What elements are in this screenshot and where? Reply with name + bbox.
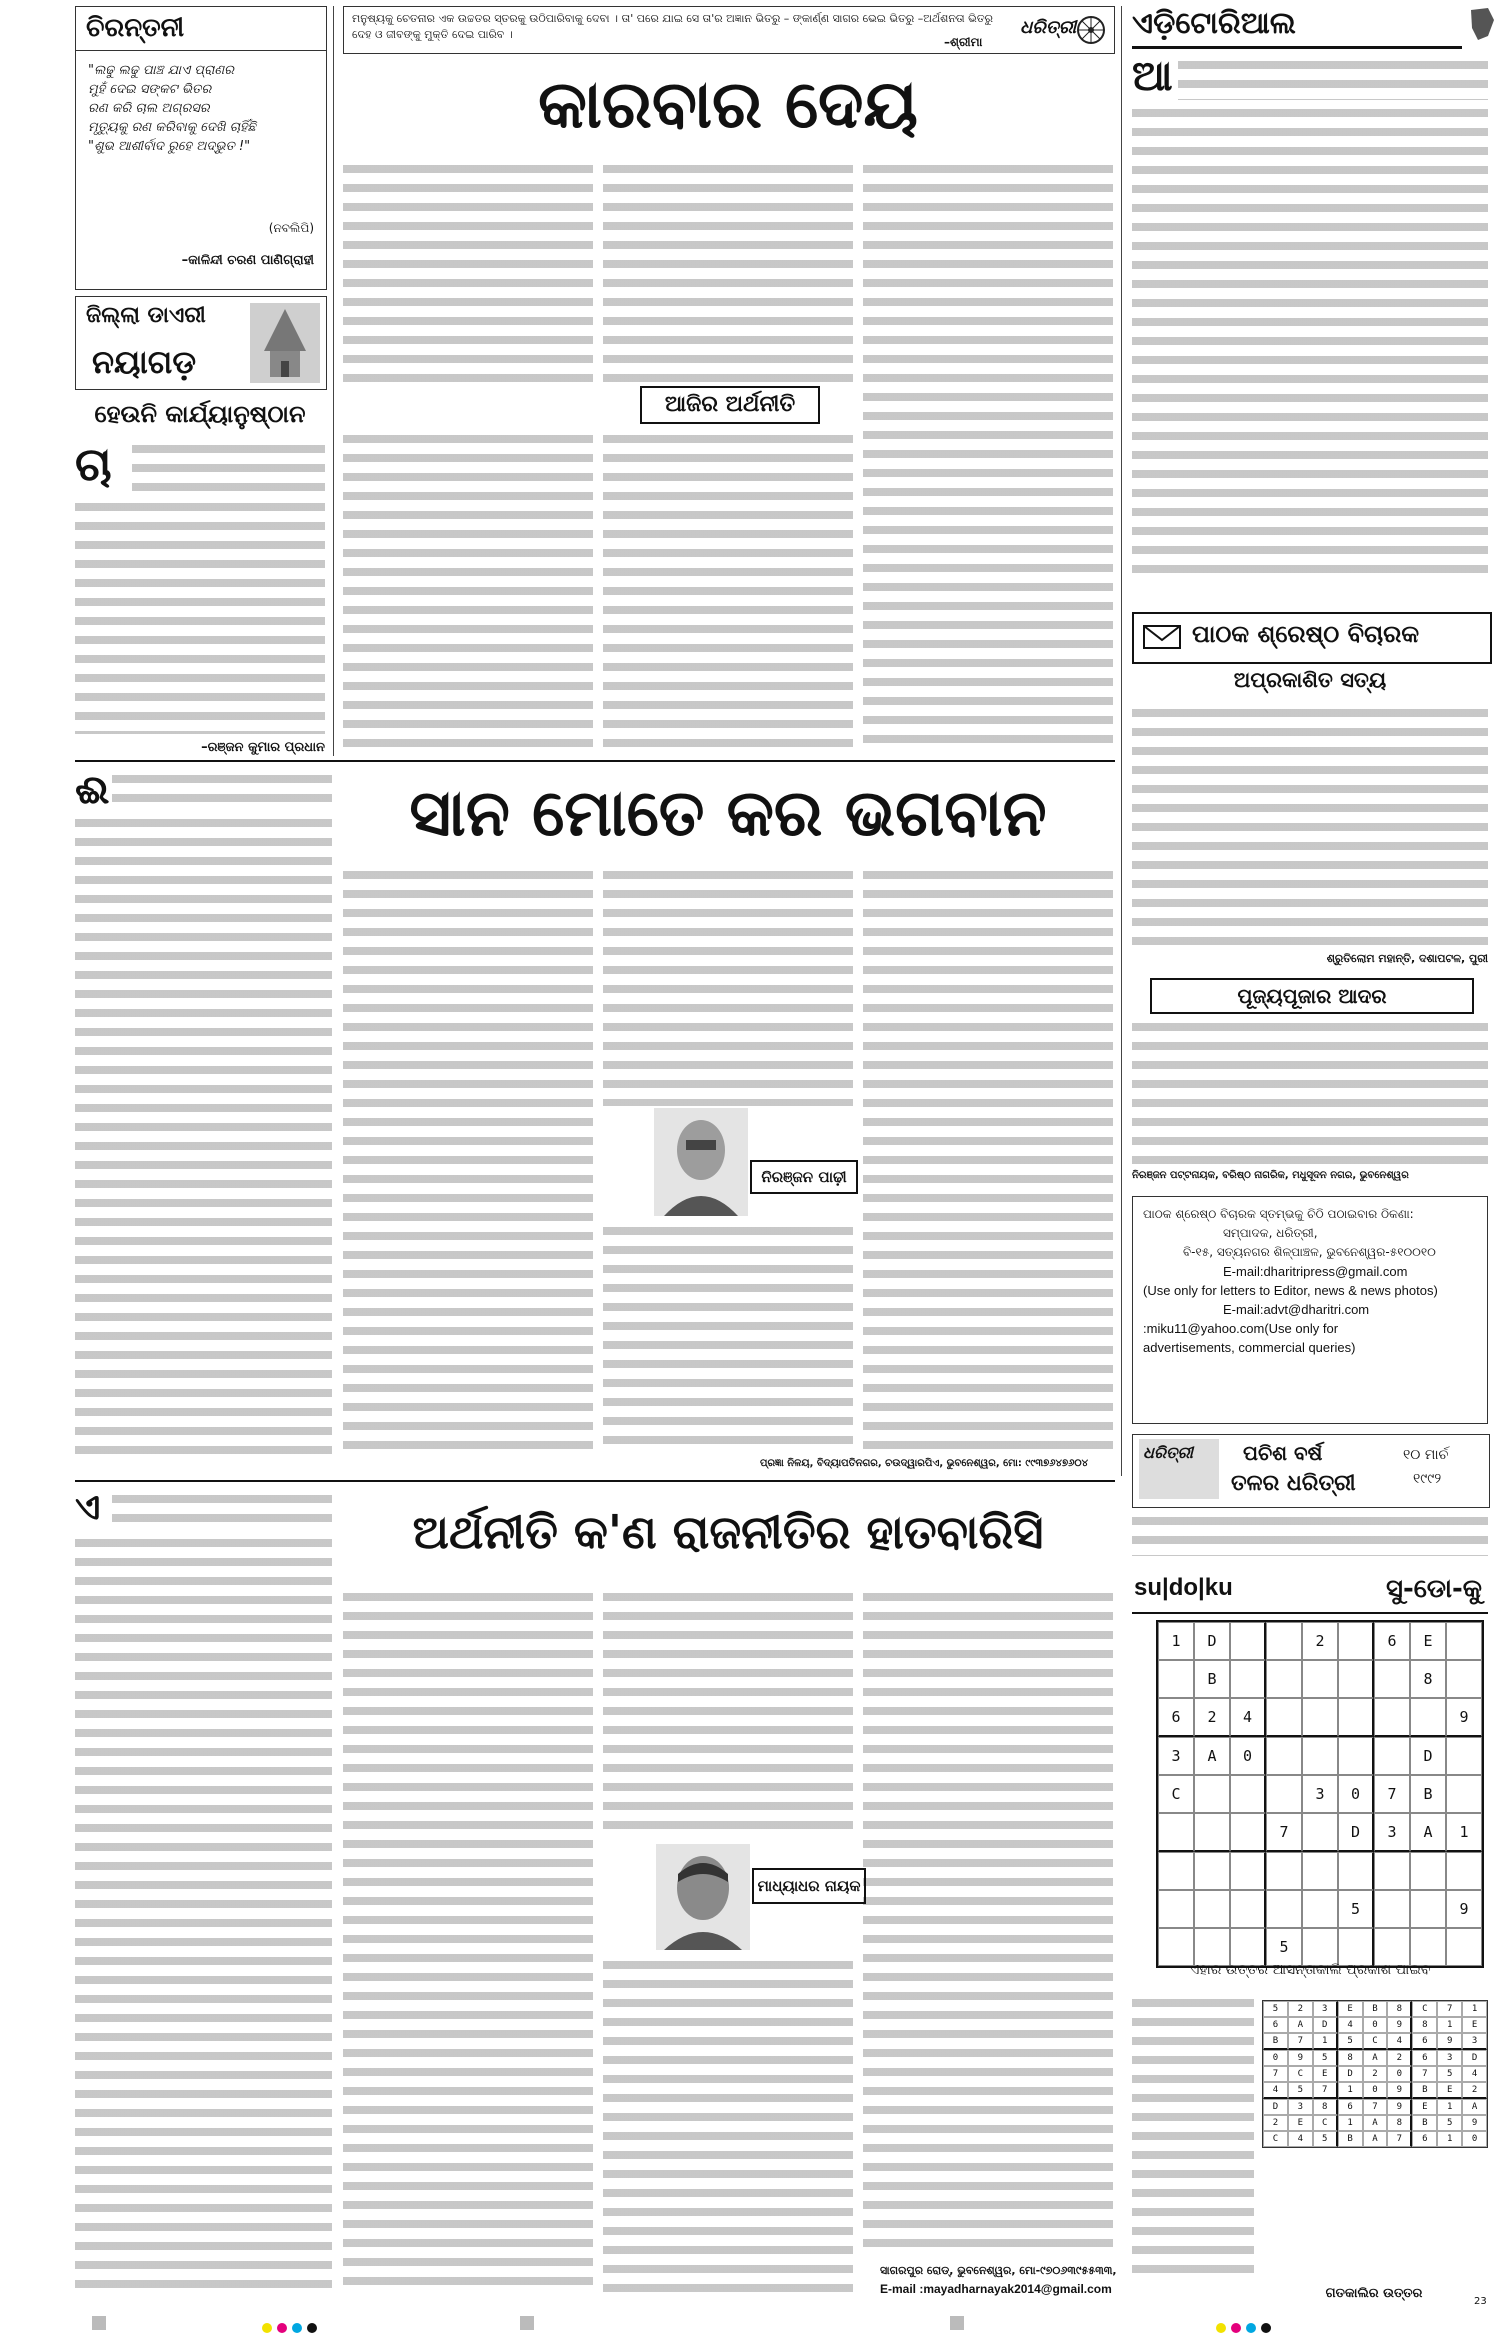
- dot-yellow: [1216, 2323, 1226, 2333]
- contact-email[interactable]: E-mail:dharitripress@gmail.com: [1223, 1264, 1408, 1279]
- sudoku-cell: [1230, 1775, 1266, 1813]
- sudoku-cell: [1158, 1813, 1194, 1852]
- solution-cell: 9: [1387, 2082, 1412, 2099]
- sudoku-cell: 2: [1302, 1622, 1338, 1660]
- sudoku-cell: [1266, 1737, 1302, 1775]
- sudoku-cell: [1230, 1660, 1266, 1698]
- article2-dropcap: ଈ: [75, 767, 110, 813]
- editorial-headline: କାରବାର ଦେୟ: [538, 66, 918, 143]
- sudoku-cell: [1410, 1852, 1446, 1890]
- sudoku-cell: [1266, 1890, 1302, 1928]
- dot-magenta: [1231, 2323, 1241, 2333]
- author-photo: [656, 1844, 750, 1950]
- editorial-col-3: [863, 160, 1113, 750]
- article2-headline: ସାନ ମୋତେ କର ଭଗବାନ: [409, 777, 1047, 851]
- sudoku-cell: [1302, 1852, 1338, 1890]
- solution-cell: 0: [1363, 2017, 1388, 2033]
- solution-cell: 1: [1437, 2017, 1462, 2033]
- sudoku-cell: [1158, 1660, 1194, 1698]
- sudoku-cell: [1230, 1890, 1266, 1928]
- poem-line: "ଶୁଭ ଆଶୀର୍ବାଦ ରୁହେ ଅଦ୍ଭୁତ !": [88, 139, 251, 154]
- sudoku-cell: [1230, 1622, 1266, 1660]
- sudoku-cell: 1: [1158, 1622, 1194, 1660]
- right-article-body: [1132, 104, 1488, 574]
- solution-cell: 4: [1387, 2033, 1412, 2050]
- sudoku-cell: [1302, 1737, 1338, 1775]
- sudoku-cell: B: [1410, 1775, 1446, 1813]
- sudoku-cell: [1410, 1928, 1446, 1966]
- sudoku-cell: C: [1158, 1775, 1194, 1813]
- solution-cell: 6: [1412, 2050, 1437, 2066]
- quote-banner: [343, 6, 1115, 54]
- solution-cell: 1: [1313, 2033, 1338, 2050]
- solution-cell: 4: [1263, 2082, 1288, 2099]
- sudoku-cell: [1302, 1813, 1338, 1852]
- sudoku-cell: [1374, 1890, 1410, 1928]
- article3-author: ମାଧ୍ୟାଧର ନାୟକ: [752, 1868, 866, 1904]
- article3-email[interactable]: E-mail :mayadharnayak2014@gmail.com: [880, 2282, 1112, 2296]
- sudoku-cell: 5: [1338, 1890, 1374, 1928]
- envelope-icon: [1142, 622, 1182, 652]
- solution-cell: E: [1462, 2017, 1487, 2033]
- solution-cell: B: [1338, 2131, 1363, 2147]
- sudoku-cell: B: [1194, 1660, 1230, 1698]
- solution-cell: E: [1437, 2082, 1462, 2099]
- solution-cell: 7: [1437, 2001, 1462, 2017]
- dot-cyan: [292, 2323, 302, 2333]
- solution-cell: 5: [1263, 2001, 1288, 2017]
- sudoku-cell: [1194, 1813, 1230, 1852]
- sudoku-solution-label: ଗତକାଲିର ଉତ୍ତର: [1325, 2286, 1423, 2301]
- sudoku-cell: 7: [1374, 1775, 1410, 1813]
- solution-cell: 7: [1387, 2131, 1412, 2147]
- sudoku-cell: D: [1410, 1737, 1446, 1775]
- zilla-headline: ହେଉନି କାର୍ଯ୍ୟାନୁଷ୍ଠାନ: [94, 400, 306, 428]
- solution-cell: E: [1412, 2099, 1437, 2115]
- solution-cell: C: [1288, 2066, 1313, 2082]
- contact-line: ପାଠକ ଶ୍ରେଷ୍ଠ ବିଚାରକ ସ୍ତମ୍ଭକୁ ଚିଠି ପଠାଇବାର ଠିକଣା:: [1143, 1207, 1414, 1221]
- letter1-sign: ଶ୍ରୁତିଲୋମ ମହାନ୍ତି, ଦଶାପଟଳ, ପୁରୀ: [1326, 952, 1488, 965]
- solution-cell: C: [1412, 2001, 1437, 2017]
- sudoku-cell: 0: [1230, 1737, 1266, 1775]
- article3-contact: ସାଗରପୁର ରୋଡ୍, ଭୁବନେଶ୍ୱର, ମୋ-୯୭୦୬୩୯୫୫୩୩,: [880, 2264, 1117, 2277]
- chirantani-author: –କାଳିନ୍ଦୀ ଚରଣ ପାଣିଗ୍ରାହୀ: [181, 253, 314, 268]
- author-photo: [654, 1108, 748, 1216]
- sudoku-rules: [1132, 1994, 1254, 2284]
- sudoku-cell: [1338, 1852, 1374, 1890]
- sudoku-cell: [1194, 1775, 1230, 1813]
- right-article-body: [1178, 56, 1488, 100]
- sudoku-cell: A: [1410, 1813, 1446, 1852]
- letter1-body: [1132, 704, 1488, 948]
- sudoku-cell: [1158, 1890, 1194, 1928]
- contact-email[interactable]: E-mail:advt@dharitri.com: [1223, 1302, 1370, 1317]
- solution-cell: E: [1338, 2001, 1363, 2017]
- sudoku-cell: [1302, 1890, 1338, 1928]
- solution-cell: 2: [1363, 2066, 1388, 2082]
- solution-cell: E: [1313, 2066, 1338, 2082]
- sudoku-cell: [1266, 1660, 1302, 1698]
- masthead-title: ଏଡ଼ିଟୋରିଆଲ: [1132, 6, 1462, 49]
- solution-cell: 5: [1437, 2115, 1462, 2131]
- sudoku-cell: [1194, 1890, 1230, 1928]
- dot-black: [1261, 2323, 1271, 2333]
- sudoku-cell: 9: [1446, 1698, 1482, 1737]
- solution-cell: 6: [1338, 2099, 1363, 2115]
- sudoku-cell: [1374, 1660, 1410, 1698]
- zilla-body: [75, 498, 325, 734]
- article2-author: ନିରଞ୍ଜନ ପାଢ଼ୀ: [750, 1160, 858, 1194]
- sudoku-grid: [1156, 1620, 1484, 1968]
- sudoku-cell: E: [1410, 1622, 1446, 1660]
- solution-cell: 7: [1263, 2066, 1288, 2082]
- solution-cell: 6: [1263, 2017, 1288, 2033]
- sudoku-cell: [1338, 1737, 1374, 1775]
- solution-cell: 2: [1288, 2001, 1313, 2017]
- solution-cell: B: [1263, 2033, 1288, 2050]
- sudoku-cell: 3: [1374, 1813, 1410, 1852]
- contact-email[interactable]: :miku11@yahoo.com(Use only for: [1143, 1321, 1339, 1336]
- solution-cell: 2: [1263, 2115, 1288, 2131]
- chirantani-box: [75, 6, 327, 290]
- article3-col-1a: [112, 1490, 332, 1530]
- sudoku-cell: [1194, 1928, 1230, 1966]
- solution-cell: A: [1363, 2050, 1388, 2066]
- sudoku-cell: [1446, 1852, 1482, 1890]
- sudoku-cell: 5: [1266, 1928, 1302, 1966]
- sudoku-cell: 0: [1338, 1775, 1374, 1813]
- archive-date-2: ୧୯୯୨: [1413, 1471, 1442, 1487]
- solution-cell: 0: [1462, 2131, 1487, 2147]
- sudoku-cell: [1266, 1698, 1302, 1737]
- editorial-col-2: [603, 160, 853, 382]
- sudoku-cell: [1446, 1775, 1482, 1813]
- sudoku-cell: 4: [1230, 1698, 1266, 1737]
- registration-dots: [1216, 2318, 1271, 2337]
- contact-note: advertisements, commercial queries): [1143, 1340, 1356, 1355]
- sudoku-cell: [1266, 1852, 1302, 1890]
- zilla-dropcap: ଚା: [75, 437, 112, 491]
- sudoku-cell: [1446, 1622, 1482, 1660]
- article3-col-4: [863, 1588, 1113, 2258]
- sudoku-title-right: ସୁ-ଡୋ-କୁ: [1386, 1574, 1482, 1604]
- dot-yellow: [262, 2323, 272, 2333]
- solution-cell: 4: [1288, 2131, 1313, 2147]
- contact-box: [1132, 1196, 1488, 1424]
- sudoku-answer-note: ଏହାର ଉତ୍ତର ଆସନ୍ତାକାଲି ପ୍ରକାଶ ପାଇବ: [1189, 1962, 1431, 1978]
- poem-line: ମୁହଁ ଦେଇ ସଙ୍କଟ ଭିତର: [88, 82, 212, 97]
- editorial-col-2b: [603, 430, 853, 750]
- odisha-map-icon: [1466, 6, 1496, 42]
- grey-block: [520, 2316, 534, 2330]
- solution-cell: 5: [1313, 2050, 1338, 2066]
- sudoku-cell: 6: [1158, 1698, 1194, 1737]
- letter1-title: ଅପ୍ରକାଶିତ ସତ୍ୟ: [1233, 668, 1387, 692]
- solution-cell: A: [1288, 2017, 1313, 2033]
- solution-cell: E: [1288, 2115, 1313, 2131]
- poem-line: ମୃତ୍ୟୁକୁ ରଣ କରିବାକୁ ଦେଖି ଚାହିଁଛି: [88, 120, 256, 135]
- solution-cell: 2: [1387, 2050, 1412, 2066]
- solution-cell: 0: [1363, 2082, 1388, 2099]
- solution-cell: 3: [1462, 2033, 1487, 2050]
- poem-line: ରଣ କରି ଚାଲ ଅଗ୍ରସର: [88, 101, 210, 116]
- solution-cell: 7: [1313, 2082, 1338, 2099]
- column-divider: [333, 6, 334, 756]
- quote-text: ମନୁଷ୍ୟକୁ ଚେତନାର ଏକ ଉଚ୍ଚତର ସ୍ତରକୁ ଉଠିପାରିବାକୁ ଦେବା । ତା' ପରେ ଯାଇ ସେ ତା'ର ଅଜ୍ଞାନ ଭିତରୁ – ଙ୍କାର୍ଣ୍ଣ ସାଗର ଭେଇ ଭିତରୁ –ଅର୍ଥଶନତା ଭିତରୁ ଦେହ ଓ ଜୀବଙ୍କୁ ମୁକ୍ତି ଦେଇ ପାରିବ ।: [352, 12, 994, 41]
- solution-cell: 6: [1412, 2033, 1437, 2050]
- dot-cyan: [1246, 2323, 1256, 2333]
- sudoku-cell: [1158, 1928, 1194, 1966]
- solution-cell: 9: [1387, 2099, 1412, 2115]
- solution-cell: 4: [1338, 2017, 1363, 2033]
- quote-logo: ଧରିତ୍ରୀ: [1020, 17, 1077, 38]
- article3-headline: ଅର୍ଥନୀତି କ'ଣ ରାଜନୀତିର ହାତବାରିସି: [412, 1505, 1044, 1559]
- sudoku-cell: [1338, 1698, 1374, 1737]
- solution-cell: B: [1412, 2115, 1437, 2131]
- solution-cell: 9: [1288, 2050, 1313, 2066]
- sudoku-cell: D: [1194, 1622, 1230, 1660]
- sudoku-cell: 1: [1446, 1813, 1482, 1852]
- sudoku-cell: 3: [1302, 1775, 1338, 1813]
- sudoku-header: [1132, 1570, 1488, 1614]
- solution-cell: 3: [1313, 2001, 1338, 2017]
- sudoku-cell: 7: [1266, 1813, 1302, 1852]
- solution-cell: 8: [1412, 2017, 1437, 2033]
- letter2-sign: ନିରଞ୍ଜନ ପଟ୍ଟନାୟକ, ବରିଷ୍ଠ ନାଗରିକ, ମଧୁସୂଦନ ନଗର, ଭୁବନେଶ୍ୱର: [1132, 1170, 1409, 1181]
- sudoku-cell: [1230, 1813, 1266, 1852]
- sudoku-cell: 9: [1446, 1890, 1482, 1928]
- solution-cell: 1: [1462, 2001, 1487, 2017]
- chirantani-title: ଚିରନ୍ତନୀ: [76, 7, 326, 51]
- sudoku-cell: [1410, 1890, 1446, 1928]
- grey-block: [92, 2316, 106, 2330]
- sudoku-cell: [1338, 1928, 1374, 1966]
- archive-header: [1132, 1434, 1490, 1508]
- letters-title: ପାଠକ ଶ୍ରେଷ୍ଠ ବିଚାରକ: [1192, 620, 1420, 648]
- section-label: ଆଜିର ଅର୍ଥନୀତି: [640, 386, 820, 424]
- solution-cell: 7: [1288, 2033, 1313, 2050]
- solution-cell: 5: [1338, 2033, 1363, 2050]
- solution-cell: B: [1363, 2001, 1388, 2017]
- sudoku-solution-grid: [1262, 2000, 1488, 2148]
- solution-cell: A: [1462, 2099, 1487, 2115]
- sudoku-cell: [1410, 1698, 1446, 1737]
- quote-author: –ଶ୍ରୀମା: [944, 35, 983, 49]
- archive-badge: ଧରିତ୍ରୀ: [1139, 1439, 1219, 1499]
- solution-cell: 9: [1437, 2033, 1462, 2050]
- article2-col-2: [343, 866, 593, 1454]
- section-rule: [75, 760, 1115, 762]
- solution-cell: 8: [1313, 2099, 1338, 2115]
- article3-col-1: [75, 1534, 332, 2294]
- editorial-col-1: [343, 160, 593, 382]
- article2-col-1a: [112, 770, 332, 810]
- solution-cell: B: [1412, 2082, 1437, 2099]
- solution-cell: 2: [1462, 2082, 1487, 2099]
- sudoku-cell: [1446, 1737, 1482, 1775]
- archive-date-1: ୧୦ ମାର୍ଚ: [1403, 1447, 1449, 1463]
- sudoku-cell: [1266, 1775, 1302, 1813]
- solution-cell: 6: [1412, 2131, 1437, 2147]
- sudoku-cell: 3: [1158, 1737, 1194, 1775]
- section-rule: [75, 1480, 1115, 1482]
- sudoku-cell: [1374, 1928, 1410, 1966]
- sudoku-cell: [1374, 1737, 1410, 1775]
- solution-cell: C: [1313, 2115, 1338, 2131]
- solution-cell: 5: [1288, 2082, 1313, 2099]
- sudoku-cell: [1374, 1698, 1410, 1737]
- article3-col-3a: [603, 1588, 853, 1838]
- article3-col-2: [343, 1588, 593, 2294]
- contact-note: (Use only for letters to Editor, news & news photos): [1143, 1283, 1438, 1298]
- zilla-district: ନୟାଗଡ଼: [92, 343, 197, 381]
- letter2-body: [1132, 1018, 1488, 1166]
- zilla-diary-header: [75, 296, 327, 390]
- grey-block: [950, 2316, 964, 2330]
- sudoku-cell: A: [1194, 1737, 1230, 1775]
- solution-cell: 8: [1338, 2050, 1363, 2066]
- solution-cell: 3: [1288, 2099, 1313, 2115]
- footer-marks: [0, 2296, 1500, 2335]
- sudoku-cell: [1302, 1660, 1338, 1698]
- editorial-col-1b: [343, 430, 593, 750]
- wheel-icon: [1076, 15, 1106, 45]
- article2-col-3a: [603, 866, 853, 1106]
- solution-cell: 8: [1387, 2001, 1412, 2017]
- chirantani-source: (ନବଲିପି): [268, 221, 314, 235]
- chirantani-poem: [76, 51, 326, 166]
- solution-cell: D: [1338, 2066, 1363, 2082]
- article2-contact: ପ୍ରଜ୍ଞା ନିଳୟ, ବିଦ୍ୟାପତିନଗର, ଚଉଦ୍ୱାରପିଏ, ଭୁବନେଶ୍ୱର, ମୋ: ୯୯୩୭୬୪୭୬୦୪: [760, 1458, 1089, 1469]
- solution-cell: 7: [1412, 2066, 1437, 2082]
- contact-line: ବି-୧୫, ସତ୍ୟନଗର ଶିଳ୍ପାଞ୍ଚଳ, ଭୁବନେଶ୍ୱର-୫୧୦୦୧୦: [1183, 1245, 1436, 1259]
- sudoku-cell: 2: [1194, 1698, 1230, 1737]
- solution-cell: A: [1363, 2115, 1388, 2131]
- sudoku-cell: 8: [1410, 1660, 1446, 1698]
- sudoku-cell: [1446, 1660, 1482, 1698]
- article3-dropcap: ଏ: [75, 1487, 101, 1528]
- sudoku-cell: 6: [1374, 1622, 1410, 1660]
- zilla-body: [132, 440, 325, 494]
- dot-magenta: [277, 2323, 287, 2333]
- page-number: 23: [1474, 2296, 1487, 2307]
- sudoku-cell: [1266, 1622, 1302, 1660]
- sudoku-cell: [1194, 1852, 1230, 1890]
- sudoku-title-left: su|do|ku: [1134, 1574, 1233, 1601]
- article2-col-4: [863, 866, 1113, 1454]
- solution-cell: 9: [1462, 2115, 1487, 2131]
- solution-cell: C: [1363, 2033, 1388, 2050]
- temple-photo: [250, 303, 320, 383]
- sudoku-cell: [1158, 1852, 1194, 1890]
- sudoku-cell: [1230, 1852, 1266, 1890]
- solution-cell: 8: [1387, 2115, 1412, 2131]
- solution-cell: C: [1263, 2131, 1288, 2147]
- sudoku-cell: [1230, 1928, 1266, 1966]
- archive-title-top: ପଚିଶ ବର୍ଷ: [1243, 1441, 1323, 1465]
- dot-black: [307, 2323, 317, 2333]
- solution-cell: 1: [1437, 2099, 1462, 2115]
- sudoku-cell: [1338, 1660, 1374, 1698]
- article3-col-3b: [603, 1956, 853, 2294]
- sudoku-cell: [1302, 1698, 1338, 1737]
- sudoku-cell: [1302, 1928, 1338, 1966]
- solution-cell: 3: [1437, 2050, 1462, 2066]
- solution-cell: D: [1313, 2017, 1338, 2033]
- solution-cell: A: [1363, 2131, 1388, 2147]
- contact-line: ସମ୍ପାଦକ, ଧରିତ୍ରୀ,: [1223, 1226, 1318, 1240]
- column-divider: [1121, 6, 1122, 1476]
- article2-col-3b: [603, 1222, 853, 1454]
- solution-cell: 5: [1313, 2131, 1338, 2147]
- solution-cell: 0: [1263, 2050, 1288, 2066]
- solution-cell: 7: [1363, 2099, 1388, 2115]
- solution-cell: 5: [1437, 2066, 1462, 2082]
- zilla-label: ଜିଲ୍ଲା ଡାଏରୀ: [86, 303, 206, 328]
- sudoku-cell: D: [1338, 1813, 1374, 1852]
- solution-cell: 1: [1338, 2082, 1363, 2099]
- solution-cell: 1: [1437, 2131, 1462, 2147]
- right-dropcap: ଆ: [1132, 51, 1173, 100]
- sudoku-cell: [1374, 1852, 1410, 1890]
- registration-dots: [262, 2318, 317, 2337]
- solution-cell: 9: [1387, 2017, 1412, 2033]
- archive-title-bottom: ତଳର ଧରିତ୍ରୀ: [1231, 1471, 1356, 1496]
- letter2-title: ପୂଜ୍ୟପୂଜାର ଆଦର: [1150, 978, 1474, 1014]
- sudoku-cell: [1446, 1928, 1482, 1966]
- letters-header: [1132, 612, 1492, 664]
- poem-line: "ଲଢୁ ଲଢୁ ପାଞ୍ଚ ଯାଏ ପ୍ରାଣର: [88, 63, 234, 78]
- zilla-byline: –ରଞ୍ଜନ କୁମାର ପ୍ରଧାନ: [201, 740, 325, 755]
- archive-body: [1132, 1512, 1488, 1556]
- article2-col-1: [75, 814, 332, 1454]
- sudoku-cell: [1338, 1622, 1374, 1660]
- solution-cell: 4: [1462, 2066, 1487, 2082]
- solution-cell: 0: [1387, 2066, 1412, 2082]
- solution-cell: D: [1263, 2099, 1288, 2115]
- solution-cell: D: [1462, 2050, 1487, 2066]
- solution-cell: 1: [1338, 2115, 1363, 2131]
